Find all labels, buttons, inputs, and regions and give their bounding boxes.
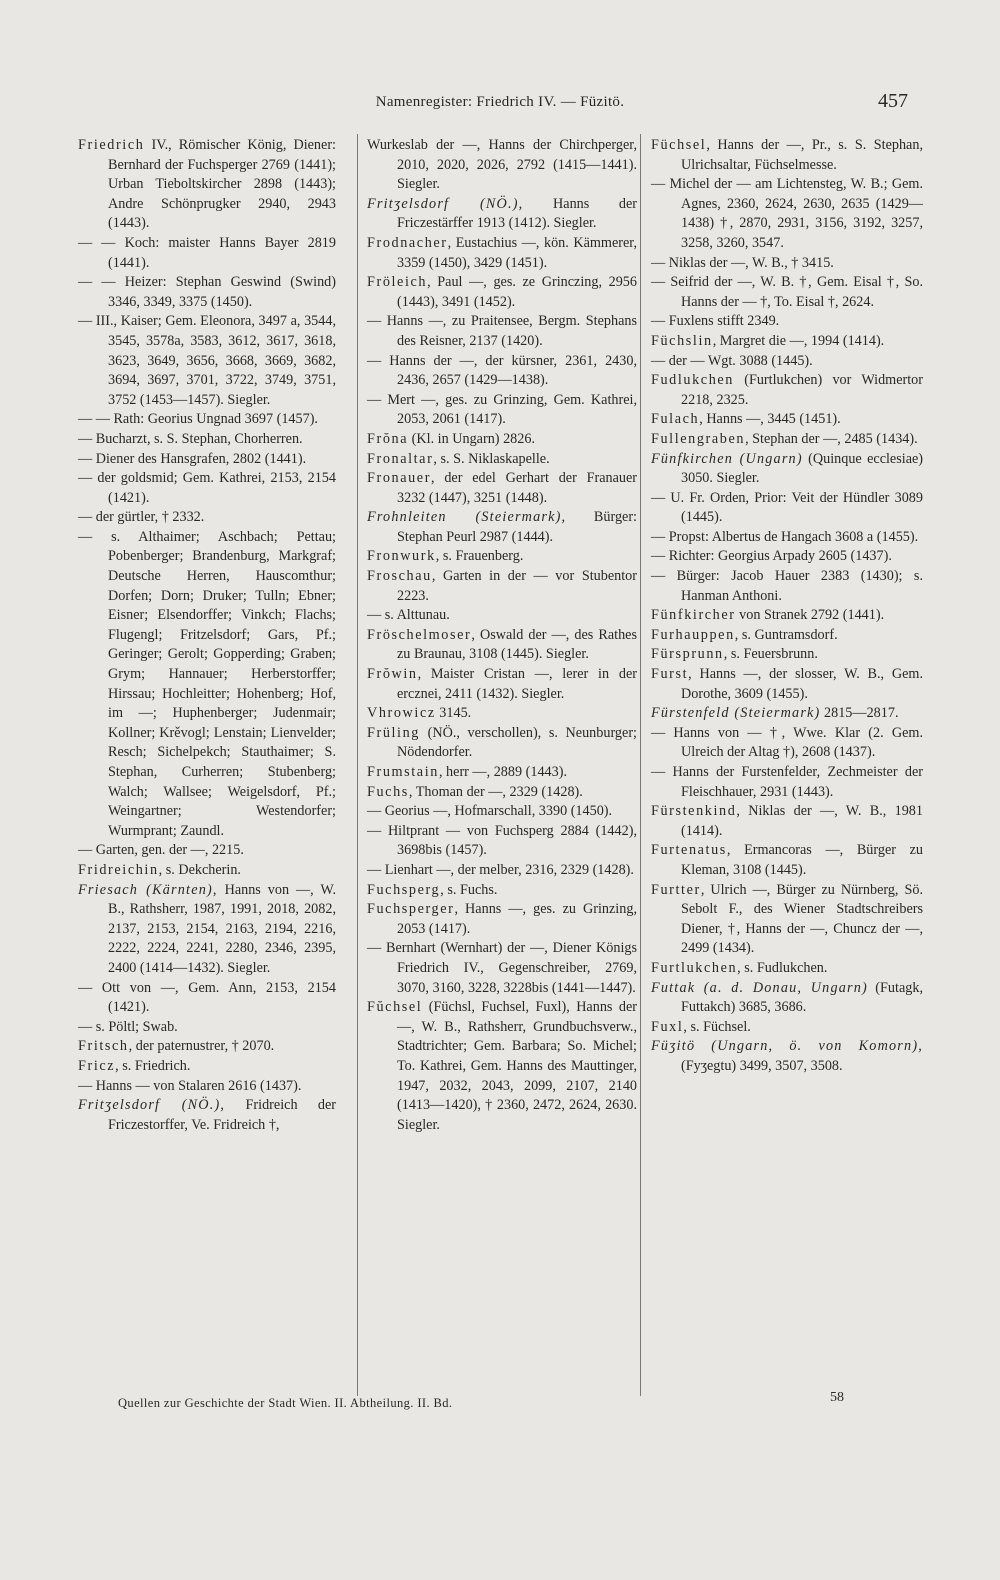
index-entry [78,1096,336,1135]
entry-headword: Furhauppen [651,626,735,643]
entry-text: — Mert —, ges. zu Grinzing, Gem. Kathrei, 2053, 2061 (1417). [367,391,637,428]
entry-text: — s. Alttunau. [367,607,450,624]
entry-text: — Bernhart (Wernhart) der —, Diener Königs Friedrich IV., Gegenschreiber, 2769, 3070, 3160, 3228, 3228bis (1441—1447). [367,940,637,996]
entry-headword: Frŏna [367,430,409,447]
index-entry [78,312,336,410]
index-entry [78,1018,336,1038]
entry-text: (Fyʒegtu) 3499, 3507, 3508. [681,1057,843,1074]
entry-headword-italic: Fürstenfeld (Steiermark) [651,705,821,722]
index-entry [78,410,336,430]
index-entry [78,979,336,1018]
entry-text: , s. Fudlukchen. [737,959,828,976]
index-entry [651,528,923,548]
index-entry [651,567,923,606]
entry-headword: Frŏwin [367,666,418,683]
entry-text: , s. Frauenberg. [435,548,524,565]
entry-text: — der goldsmid; Gem. Kathrei, 2153, 2154 (1421). [78,470,336,506]
index-entry [367,822,637,861]
entry-text: 2815—2817. [820,705,899,722]
entry-text: — Hanns der Furstenfelder, Zechmeister der Fleischhauer, 2931 (1443). [651,764,923,800]
index-entry [651,1037,923,1076]
page-number: 457 [878,90,908,112]
index-entry [367,450,637,470]
index-entry [651,450,923,489]
entry-text: , Eustachius —, kön. Kämmerer, 3359 (1450), 3429 (1451). [397,234,637,271]
index-entry [651,841,923,880]
entry-headword-italic: Fritʒelsdorf (NÖ.), [367,195,524,212]
footer-source-line: Quellen zur Geschichte der Stadt Wien. II. Abtheilung. II. Bd. [118,1396,453,1410]
entry-text: — Michel der — am Lichtensteg, W. B.; Gem. Agnes, 2360, 2624, 2630, 2635 (1429—1438) †, 2870, 2931, 3156, 3192, 3257, 3258, 3260, 3547. [651,176,923,251]
entry-text: 3145. [435,705,472,722]
entry-headword: Froschau [367,568,432,585]
entry-text: , Oswald der —, des Rathes zu Braunau, 3108 (1445). Siegler. [397,626,637,663]
index-entry [367,273,637,312]
entry-text: , Hanns —, ges. zu Grinzing, 2053 (1417). [397,901,637,937]
index-entry [78,1037,336,1057]
entry-text: IV., Römischer König, Diener: Bernhard der Fuchsperger 2769 (1441); Urban Tieboltskircher 2898 (1443); Andre Schönprugker 2940, 2943 (1443). [108,137,336,232]
index-entry [367,763,637,783]
index-entry [651,979,923,1018]
entry-headword: Fuchs [367,783,409,800]
entry-text: , s. Guntramsdorf. [734,626,838,643]
entry-text: — Hiltprant — von Fuchsperg 2884 (1442), 3698bis (1457). [367,822,637,859]
entry-text: — s. Althaimer; Aschbach; Pettau; Pobenberger; Brandenburg, Markgraf; Deutsche Herren, Hauscomthur; Dorfen; Dorn; Druker; Tulln; Ebner; Eisner; Elsendorffer; Vinkch; Flachs; Flugengl; Fritzelsdorf; Gars, Pf.; Geringer; Gerolt; Gopperding; Graben; Grym; Hannauer; Herberstorffer; Hirssau; Hochleitter; Hohenberg; Hof, im —; Huphenberger; Judenmair; Kollner; Krěvogl; Lenstain; Lienvelder; Resch; Sichelpekch; Stauthaimer; S. Stephan, Curherren; Stubenberg; Walch; Wallsee; Weigelsdorf, Pf.; Weingartner; Westendorfer; Wurmprant; Zaundl. [78,528,336,839]
index-entry [78,430,336,450]
entry-text: (Furtlukchen) vor Widmertor 2218, 2325. [681,372,923,408]
index-entry [367,626,637,665]
running-header [0,90,1000,120]
entry-text: — der — Wgt. 3088 (1445). [651,352,813,369]
index-entry [367,234,637,273]
entry-text: — Diener des Hansgrafen, 2802 (1441). [78,450,307,467]
index-entry [367,469,637,508]
entry-text: (Füchsl, Fuchsel, Fuxl), Hanns der —, W. B., Rathsherr, Grundbuchsverw., Stadtrichter; Gem. Barbara; So. Michel; To. Kathrei, Gem. Hanns des Mauttinger, 1947, 2032, 2043, 2099, 2107, 2140 (1413—1420), † 2360, 2472, 2624, 2630. Siegler. [397,999,637,1133]
entry-text: (Quinque ecclesiae) 3050. Siegler. [681,450,924,487]
entry-headword: Fullengraben [651,430,746,447]
entry-headword: Furtlukchen [651,959,738,976]
index-entry [78,861,336,881]
entry-text: , der paternustrer, † 2070. [128,1038,275,1055]
index-entry [367,195,637,234]
entry-text: — Hanns —, zu Praitensee, Bergm. Stephans des Reisner, 2137 (1420). [367,313,637,349]
entry-text: — Lienhart —, der melber, 2316, 2329 (1428). [367,861,634,878]
header-title: Namenregister: Friedrich IV. — Füzitö. [375,94,625,110]
entry-headword: Frodnacher [367,234,448,251]
entry-headword: Fritsch [78,1038,129,1055]
index-entry [367,881,637,901]
entry-text: , s. Friedrich. [115,1057,191,1074]
entry-headword: Furtenatus [651,842,727,859]
index-entry [367,802,637,822]
entry-headword: Fudlukchen [651,372,734,389]
index-entry [78,450,336,470]
entry-text: , Stephan der —, 2485 (1434). [745,430,918,447]
index-entry [651,704,923,724]
entry-text: von Stranek 2792 (1441). [735,607,885,624]
entry-headword: Fuchsperg [367,881,441,898]
entry-headword: Fürsprunn [651,646,724,663]
index-entry [367,136,637,195]
index-entry [651,881,923,959]
entry-text: Fridreich der Friczestorffer, Ve. Fridreich †, [108,1097,336,1133]
entry-text: , der edel Gerhart der Franauer 3232 (1447), 3251 (1448). [397,470,637,506]
entry-text: (Kl. in Ungarn) 2826. [408,430,535,447]
index-entry [651,430,923,450]
entry-text: Wurkeslab der —, Hanns der Chirchperger, 2010, 2020, 2026, 2792 (1415—1441). Siegler. [367,137,637,193]
index-entry [651,547,923,567]
index-column-2 [367,136,637,1135]
entry-text: , Niklas der —, W. B., 1981 (1414). [681,803,923,839]
entry-text: Hanns von —, W. B., Rathsherr, 1987, 1991, 2018, 2082, 2137, 2153, 2154, 2163, 2194, 2216, 2222, 2224, 2241, 2280, 2346, 2395, 2400 (1414—1432). Siegler. [108,881,336,976]
entry-headword: Fuchsperger [367,901,455,918]
index-entry [78,234,336,273]
entry-text: , Paul —, ges. ze Grinczing, 2956 (1443), 3491 (1452). [397,274,637,310]
entry-text: — Hanns von — †, Wwe. Klar (2. Gem. Ulreich der Altag †), 2608 (1437). [651,724,923,761]
entry-headword-italic: Frohnleiten (Steiermark), [367,509,567,526]
entry-headword: Frumstain [367,764,439,780]
entry-text: (Futagk, Futtakch) 3685, 3686. [681,979,923,1016]
index-entry [78,1077,336,1097]
entry-headword: Fünfkircher [651,607,736,624]
sheet-number: 58 [830,1390,844,1405]
index-entry [367,939,637,998]
index-entry [651,352,923,372]
entry-text: — Richter: Georgius Arpady 2605 (1437). [651,548,892,565]
index-entry [651,724,923,763]
index-entry [367,508,637,547]
index-entry [651,371,923,410]
entry-text: , Ulrich —, Bürger zu Nürnberg, Sö. Sebolt F., des Wiener Stadtschreibers Diener, †, Hanns der —, Chuncz der —, 2499 (1434). [681,881,923,957]
index-entry [78,841,336,861]
entry-text: — Fuxlens stifft 2349. [651,313,780,330]
entry-text: — Bucharzt, s. S. Stephan, Chorherren. [78,430,303,447]
entry-text: , s. Fuchs. [440,881,498,898]
index-entry [367,430,637,450]
index-entry [651,802,923,841]
index-column-3 [651,136,923,1077]
index-entry [651,175,923,253]
entry-headword: Furtter [651,881,701,898]
index-entry [651,410,923,430]
entry-text: , Hanns der —, Pr., s. S. Stephan, Ulrichsaltar, Füchselmesse. [681,137,923,173]
entry-headword-italic: Futtak (a. d. Donau, Ungarn) [651,979,868,996]
entry-text: — Georius —, Hofmarschall, 3390 (1450). [367,803,613,820]
entry-text: — — Rath: Georius Ungnad 3697 (1457). [78,411,318,428]
index-entry [651,1018,923,1038]
index-entry [367,352,637,391]
entry-headword: Füchslin [651,332,713,349]
index-entry [78,528,336,842]
entry-text: Hanns der Friczestärffer 1913 (1412). Siegler. [397,195,637,232]
index-entry [367,665,637,704]
entry-text: — — Heizer: Stephan Geswind (Swind) 3346, 3349, 3375 (1450). [78,274,336,310]
index-entry [651,332,923,352]
index-entry [78,508,336,528]
entry-headword: Fröschelmoser [367,626,472,643]
index-entry [78,881,336,979]
entry-headword: Fronaltar [367,450,434,467]
index-entry [651,273,923,312]
entry-headword-italic: Füʒitö (Ungarn, ö. von Komorn), [651,1038,923,1055]
entry-text: — U. Fr. Orden, Prior: Veit der Hündler 3089 (1445). [651,489,923,526]
entry-text: , Maister Cristan —, lerer in der ercznei, 2411 (1432). Siegler. [397,666,637,702]
index-entry [651,136,923,175]
index-entry [367,606,637,626]
entry-text: , Hanns —, 3445 (1451). [699,411,841,428]
index-entry [651,312,923,332]
entry-text: — Hanns der —, der kürsner, 2361, 2430, 2436, 2657 (1429—1438). [367,352,637,389]
entry-text: — Hanns — von Stalaren 2616 (1437). [78,1077,302,1094]
entry-headword: Fricz [78,1057,116,1074]
index-entry [78,469,336,508]
entry-headword: Fronwurk [367,548,436,565]
index-entry [367,900,637,939]
index-entry [367,998,637,1135]
index-entry [651,606,923,626]
entry-text: — — Koch: maister Hanns Bayer 2819 (1441). [78,234,336,271]
entry-text: — s. Pöltl; Swab. [78,1018,178,1035]
index-entry [367,783,637,803]
index-entry [78,1057,336,1077]
entry-text: — der gürtler, † 2332. [78,509,205,526]
index-entry [367,391,637,430]
entry-headword: Füchsel [651,137,707,153]
entry-text: — Seifrid der —, W. B. †, Gem. Eisal †, So. Hanns der — †, To. Eisal †, 2624. [651,274,923,310]
entry-text: — Niklas der —, W. B., † 3415. [651,254,834,271]
entry-text: , s. Feuersbrunn. [723,646,818,663]
entry-text: (NÖ., verschollen), s. Neunburger; Nödendorfer. [397,724,637,761]
entry-text: , s. Dekcherin. [158,861,241,878]
index-entry [367,567,637,606]
index-entry [367,861,637,881]
index-entry [367,704,637,724]
entry-text: , herr —, 2889 (1443). [438,764,568,780]
entry-headword-italic: Friesach (Kärnten), [78,881,218,898]
entry-headword: Furst [651,666,689,683]
index-entry [651,665,923,704]
entry-headword: Fŭchsel [367,999,423,1016]
entry-headword: Fürstenkind [651,803,737,820]
index-entry [78,136,336,234]
index-column-1 [78,136,336,1135]
entry-text: — Bürger: Jacob Hauer 2383 (1430); s. Hanman Anthoni. [651,568,923,604]
entry-headword: Fulach [651,411,700,428]
entry-text: , Ermancoras —, Bürger zu Kleman, 3108 (1445). [681,842,923,878]
entry-headword: Fridreichin [78,861,159,878]
entry-text: , Margret die —, 1994 (1414). [712,332,885,349]
entry-text: — Propst: Albertus de Hangach 3608 a (1455). [651,528,919,545]
index-entry [367,312,637,351]
index-entry [651,254,923,274]
entry-headword: Fronauer [367,470,432,487]
entry-headword: Früling [367,724,420,741]
index-entry [651,763,923,802]
column-divider [357,134,358,1396]
entry-headword: Friedrich [78,137,145,153]
entry-text: — III., Kaiser; Gem. Eleonora, 3497 a, 3544, 3545, 3578a, 3583, 3612, 3617, 3618, 3623, 3649, 3656, 3668, 3669, 3682, 3694, 3697, 3701, 3722, 3749, 3751, 3752 (1453—1457). Siegler. [78,313,336,408]
index-entry [651,959,923,979]
index-entry [651,489,923,528]
column-divider [640,134,641,1396]
entry-headword-italic: Fritʒelsdorf (NÖ.), [78,1097,226,1114]
entry-text: , s. Füchsel. [683,1018,751,1035]
index-entry [651,645,923,665]
entry-headword: Vhrowicz [367,705,436,722]
index-entry [367,547,637,567]
index-entry [78,273,336,312]
entry-text: , Garten in der — vor Stubentor 2223. [397,568,637,604]
entry-text: , Hanns —, der slosser, W. B., Gem. Dorothe, 3609 (1455). [681,666,923,702]
index-entry [651,626,923,646]
entry-text: — Ott von —, Gem. Ann, 2153, 2154 (1421). [78,979,336,1016]
index-entry [367,724,637,763]
entry-headword-italic: Fünfkirchen (Ungarn) [651,450,803,467]
entry-text: , Thoman der —, 2329 (1428). [408,783,583,800]
entry-text: — Garten, gen. der —, 2215. [78,842,244,859]
entry-text: , s. S. Niklaskapelle. [433,450,550,467]
entry-headword: Fröleich [367,274,428,291]
entry-text: Bürger: Stephan Peurl 2987 (1444). [397,509,637,545]
entry-headword: Fuxl [651,1018,684,1035]
